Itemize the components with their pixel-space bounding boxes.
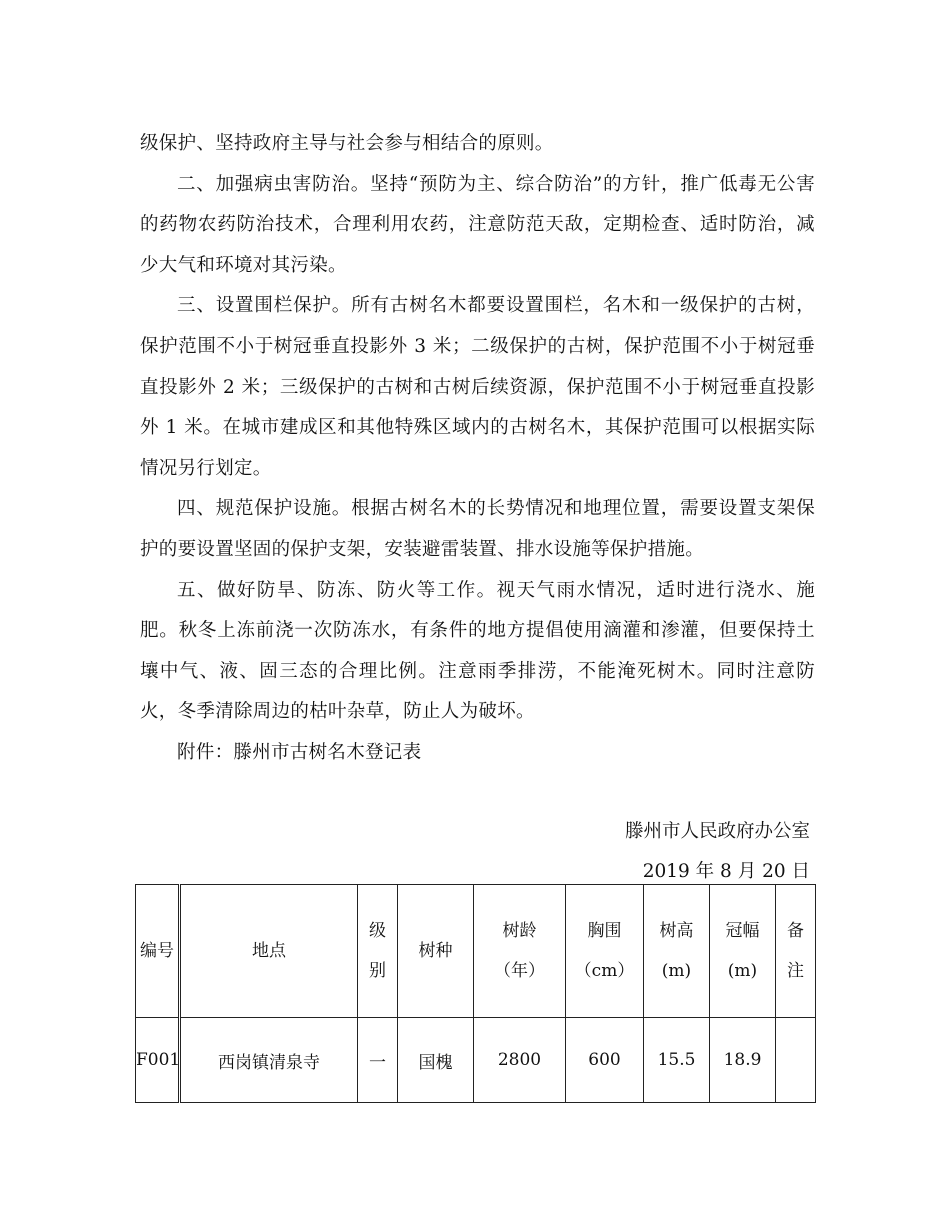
paragraph-protective-facilities: 四、规范保护设施。根据古树名木的长势情况和地理位置，需要设置支架保护的要设置坚固的保护支架，安装避雷装置、排水设施等保护措施。 xyxy=(140,498,815,560)
header-age xyxy=(474,885,566,1018)
paragraph-drought-frost-fire: 五、做好防旱、防冻、防火等工作。视天气雨水情况，适时进行浇水、施肥。秋冬上冻前浇一次防冻水，有条件的地方提倡使用滴灌和渗灌，但要保持土壤中气、液、固三态的合理比例。注意雨季排涝，不能淹死树木。同时注意防火，冬季清除周边的枯叶杂草，防止人为破坏。 xyxy=(140,579,815,723)
paragraph-fence-protection: 三、设置围栏保护。所有古树名木都要设置围栏，名木和一级保护的古树，保护范围不小于树冠垂直投影外 3 米；二级保护的古树，保护范围不小于树冠垂直投影外 2 米；三级保护的古树和古树后续资源，保护范围不小于树冠垂直投影外 1 米。在城市建成区和其他特殊区域内的古树名木，其保护范围可以根据实际情况另行划定。 xyxy=(140,295,815,479)
issuing-office: 滕州市人民政府办公室 xyxy=(624,821,810,842)
header-crown-line2: (m) xyxy=(727,961,758,981)
cell-age: 2800 xyxy=(474,1018,566,1103)
header-height xyxy=(644,885,710,1018)
header-remarks xyxy=(776,885,816,1018)
header-crown xyxy=(710,885,776,1018)
cell-level: 一 xyxy=(358,1018,398,1103)
header-height-line2: (m) xyxy=(661,961,692,981)
cell-location: 西岗镇清泉寺 xyxy=(180,1018,358,1103)
header-level-text: 级别 xyxy=(369,921,386,981)
header-remarks-text: 备注 xyxy=(787,921,804,981)
table-row xyxy=(136,1018,816,1103)
cell-remarks xyxy=(776,1018,816,1103)
header-age-line2: （年） xyxy=(494,961,545,981)
header-girth-line2: （cm） xyxy=(574,961,635,981)
paragraph-continuation: 级保护、坚持政府主导与社会参与相结合的原则。 xyxy=(140,133,554,154)
cell-species: 国槐 xyxy=(398,1018,474,1103)
paragraph-pest-control: 二、加强病虫害防治。坚持“预防为主、综合防治”的方针，推广低毒无公害的药物农药防治技术，合理利用农药，注意防范天敌，定期检查、适时防治，减少大气和环境对其污染。 xyxy=(140,173,815,276)
document-body xyxy=(140,124,815,774)
issue-date: 2019 年 8 月 20 日 xyxy=(642,861,810,882)
cell-crown: 18.9 xyxy=(710,1018,776,1103)
header-age-line1: 树龄 xyxy=(502,921,537,941)
ancient-tree-register-table xyxy=(135,884,816,1103)
header-crown-line1: 冠幅 xyxy=(725,921,760,941)
cell-height: 15.5 xyxy=(644,1018,710,1103)
cell-girth: 600 xyxy=(566,1018,644,1103)
header-location: 地点 xyxy=(180,885,358,1018)
paragraph-attachment: 附件：滕州市古树名木登记表 xyxy=(177,741,422,763)
header-species: 树种 xyxy=(398,885,474,1018)
table-header-row xyxy=(136,885,816,1018)
cell-id: F001 xyxy=(136,1018,180,1103)
header-level xyxy=(358,885,398,1018)
header-id: 编号 xyxy=(136,885,180,1018)
header-girth xyxy=(566,885,644,1018)
header-height-line1: 树高 xyxy=(659,921,694,941)
header-girth-line1: 胸围 xyxy=(587,921,622,941)
